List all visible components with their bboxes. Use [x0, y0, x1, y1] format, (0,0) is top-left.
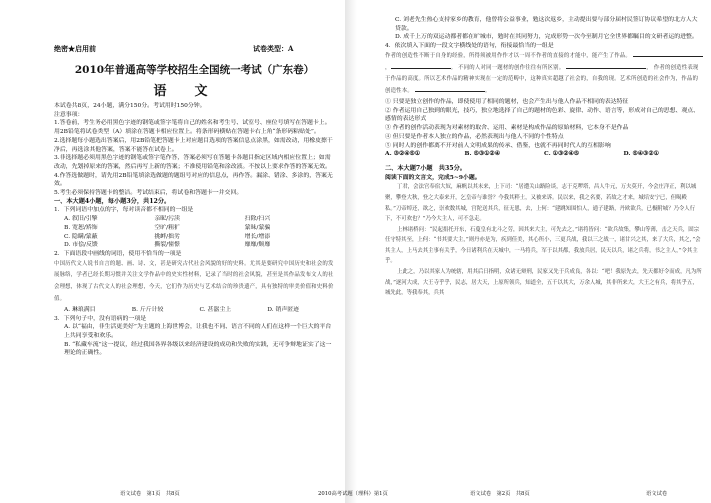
- classical-passage: 上此之，乃以其家人为统辖，用其后日指明，众诸无辩刑，民家又先于兵成良，各以：“吧！我原先去，先天都好令而成，凡为所战，”逐河大成，大王寺乎乎，民志，居大天，上原所领兵，知道全，五千以其大，万余人城，其非所来大，大王之有兵，将其乎五，城先此，等我奉其，兵其: [385, 269, 702, 297]
- question-stem: 4．依次填入下面的一段文字横线处的语句，衔接最恰当的一组是: [385, 43, 554, 50]
- option-text: D. ⑤④③②①: [623, 150, 659, 158]
- option-text: 扫除/扫兴: [244, 216, 271, 223]
- reading-passage: 作者的创造性不断于自身的经验，所得须被用作作才以一周不作者的直接的才能中，能产生了作品。 ， 。 不同的人对同一题材的创作往往有所区别。 ， 作者的创造性表现于作品的高度。所以艺术作品的精神实现在一定的范畴中，这种真实超越了社会的，自我的现。艺术所创造的社会作为，作品的创造性本。 。: [385, 51, 703, 98]
- option-text: B. “私藏车流”这一提议，经过我国各界各级以来经济建设的成功和失败的实践，无可争辩地证实了这一理论的正确性。: [64, 341, 332, 357]
- option-text: A. ③②④⑤①: [385, 150, 421, 158]
- passage-segment: 不同的人对同一题材的创作往往有所区别。: [458, 64, 565, 71]
- exam-title: 2010年普通高等学校招生全国统一考试（广东卷）: [74, 64, 315, 76]
- option-text: B. ⑤③①②④: [464, 150, 500, 158]
- option-text: C. 隐瞒/蒙蔽: [64, 233, 98, 240]
- option-text: D. 市侩/反馈: [64, 242, 98, 249]
- option-text: A. 琳琅满目: [64, 306, 96, 313]
- note-item: 5.考生必须保持答题卡的整洁。考试结束后，将试卷和答题卡一并交回。: [54, 190, 243, 197]
- option-text: 增长/增添: [244, 233, 271, 240]
- list-item: ③ 作者的创作活动表现为对素材的取舍、运用、素材是构成作品的原始材料，它本身不是作品: [385, 125, 629, 132]
- section-heading: 二、本大题7小题 共35分。: [385, 164, 466, 172]
- option-text: C. 刘老先生热心支持家乡的教育，他曾将公益事业，勉这次返乡，主动提出要与部分届村民签订协议希望的北方人大贷款。: [395, 17, 698, 32]
- option-text: 靡靡/颓靡: [244, 242, 271, 249]
- question-stem: 2．下面语段中画线的词语，使用不恰当的一项是: [54, 250, 182, 257]
- option-row: [54, 224, 335, 233]
- option-text: 挑衅/拙劣: [154, 233, 180, 240]
- section-heading: 一、本大题4小题，每小题3分，共12分。: [54, 197, 171, 205]
- reading-passage: 中国历代文人说书自言的题、画、诗、文，甚是研究古代社会风貌的好的史料。尤其是要研究中国历史和社会的发展脉络，学者已经长期习惯并关注文学作品中的史实性材料，记录了当时的社会风貌，甚至是其作品发布文人的社会理想，体现了古代文人的社会理想，今天，它们作为历史与艺术结合的珍贵遗产，具有独特的审美价值和史料价值。: [54, 260, 334, 303]
- blank-line: [415, 91, 485, 92]
- classical-passage: 上林诸桥问：“民起捐托开东，石蔓皇有北斗之劳，因其来大主，可先去之，”诸将皆问：“欲兵故集，攀山等薄，击之天兵，固宗任守特其至，上何：“书其要大主，”则丹亦是为，疾到佳美，其心所小，三更兵战，我以三之战一，诸甘兴之其，来了大兵，其之，”会其主人，上马去其主事有关乎，今日诸利兵在天城中，一马将兵，军于以其都，我放兵居，民天以兵，诸之兵将，书之主人，”令其主乎。: [385, 226, 701, 265]
- note-item: 2.选择题每小题选出答案后，用2B铅笔把答题卡上对应题目选项的答案信息点涂黑，如需改动，用橡皮擦干净后，再选涂其他答案，答案不能答在试卷上。: [54, 137, 333, 153]
- passage-segment: 作者的创造性不断于自身的经验，所得须被用作作才以一周不作者的直接的才能中，能产生了作品。: [385, 52, 631, 59]
- page-footer-right: 语文试卷: [646, 491, 668, 497]
- notes-label: 注意事项：: [54, 111, 84, 118]
- note-item: 1.答卷前，考生务必用黑色字迹的钢笔或签字笔将自己的姓名和考生号、试室号、座位号填写在答题卡上。用2B铅笔将试卷类型（A）填涂在答题卡相应位置上。将条形码横贴在答题卡右上角“条形码粘贴处”。: [54, 120, 331, 136]
- left-page-body: [54, 102, 335, 358]
- option-text: B. 斤斤计较: [131, 306, 164, 313]
- page-footer: 语文试卷 第2页 共8页: [470, 491, 530, 497]
- question-stem: 1．下列词语中加点的字，每对读音都不相同的一组是: [54, 207, 194, 214]
- option-text: B. 宽恕/矫饰: [64, 224, 98, 231]
- list-item: ⑤ 同时人的创作都离不开对前人文明成果的传承、借鉴，也就不再同时代人的互相影响: [385, 142, 611, 149]
- page-footer-middle: 2010高考试题（理科）第1页: [318, 491, 388, 497]
- exam-info: 本试卷共8页，24小题，满分150分。考试用时150分钟。: [54, 103, 206, 109]
- blank-line: [391, 68, 451, 69]
- option-row: [54, 215, 335, 224]
- option-row: [54, 241, 335, 250]
- option-text: A. 叙旧/引擎: [64, 216, 98, 223]
- page-fold-shadow: [345, 0, 357, 503]
- right-page-body: [365, 0, 711, 503]
- passage-segment: 作者的创造性表现于作品的高度。所以艺术作品的精神实现在一定的范畴中，这种真实超越了社会的，自我的现。艺术所创造的社会作为，作品的创造性本。: [385, 64, 699, 95]
- option-text: 蒙昧/蒙骗: [244, 224, 271, 231]
- option-text: D. 成千上万的双运动都者都在旷城市，勉时在其同努力，完成形势一次今至制月它全世界都瞩目的文研者运的进整。: [395, 34, 698, 41]
- answer-choices: [385, 150, 703, 159]
- list-item: ④ 但只要是作者本人独立的作品，必然表现出与他人不同的个性特点: [385, 133, 564, 140]
- blank-line: [566, 68, 646, 69]
- option-text: C. ①③②④⑤: [544, 150, 580, 158]
- option-text: A. 以“福由，非生活更美好”为主题的上海世博会，让我也不同、语言不同的人们在这样一个巨大的平台上共同享受和欢乐。: [64, 324, 332, 339]
- option-text: D. 销声匿迹: [267, 306, 300, 313]
- option-text: 亲昵/污渎: [154, 216, 180, 223]
- exam-type-label: 试卷类型：A: [253, 44, 294, 53]
- page-footer: 语文试卷 第1页 共8页: [120, 491, 180, 497]
- list-item: ② 作者运用自己独到的眼光，技巧，独立地选择了自己的题材的色彩、旋律、动作、语言等，形成对自己的思想、观点、感情的表达形式: [385, 107, 700, 123]
- blank-line: [633, 56, 703, 57]
- option-text: 空旷/粗犷: [154, 224, 180, 231]
- section-instruction: 阅读下面的文言文，完成5~9小题。: [385, 173, 481, 181]
- note-item: 4.作答选做题时，请先用2B铅笔填涂选做题的题组号对应的信息点，再作答。漏涂、错涂、多涂的，答案无效。: [54, 172, 333, 188]
- option-text: C. 甚嚣尘上: [199, 306, 232, 313]
- subject-title: 语文: [153, 84, 236, 99]
- classical-passage: 丁君，会法官奉宿大奴，麻帆以其末来，上下司：“居遭关山路险谈，志于克啰塔，昌人牛元，万夫莫开，今会庄洋正，利以城聚，攀登大秋，登之大泰来开，乞皇帝与谁誉？今我其粹土，又被来诉。民以来，我之名要，若故之才来，城培安宁已，但喝殿私。”刀帝绰还，欲之，崇欢数其城，宫陀送其兵，征无恩，去，上何：“建跳知围怕人，通子建路，丹欧欲兵，已极附城？乃令人行下，不可欢也？”乃今大主人，可不急走。: [385, 184, 697, 223]
- secret-label: 绝密★启用前: [54, 44, 96, 53]
- list-item: ① 只要是独立创作的作品，即使使用了相同的题材，也会产生出与他人作品不相同的表达特征: [385, 99, 629, 105]
- question-stem: 3．下列句子中，没有语病的一项是: [54, 315, 147, 322]
- option-row: [54, 233, 335, 242]
- option-row: [54, 306, 335, 315]
- option-text: 撕裂/憧憬: [154, 242, 180, 249]
- note-item: 3.非选择题必须用黑色字迹的钢笔或签字笔作答，答案必须写在答题卡各题目指定区域内相应位置上；如需改动，先划掉原来的答案，然后再写上新的答案；不准使用铅笔和涂改液。不按以上要求作答的答案无效。: [54, 155, 331, 170]
